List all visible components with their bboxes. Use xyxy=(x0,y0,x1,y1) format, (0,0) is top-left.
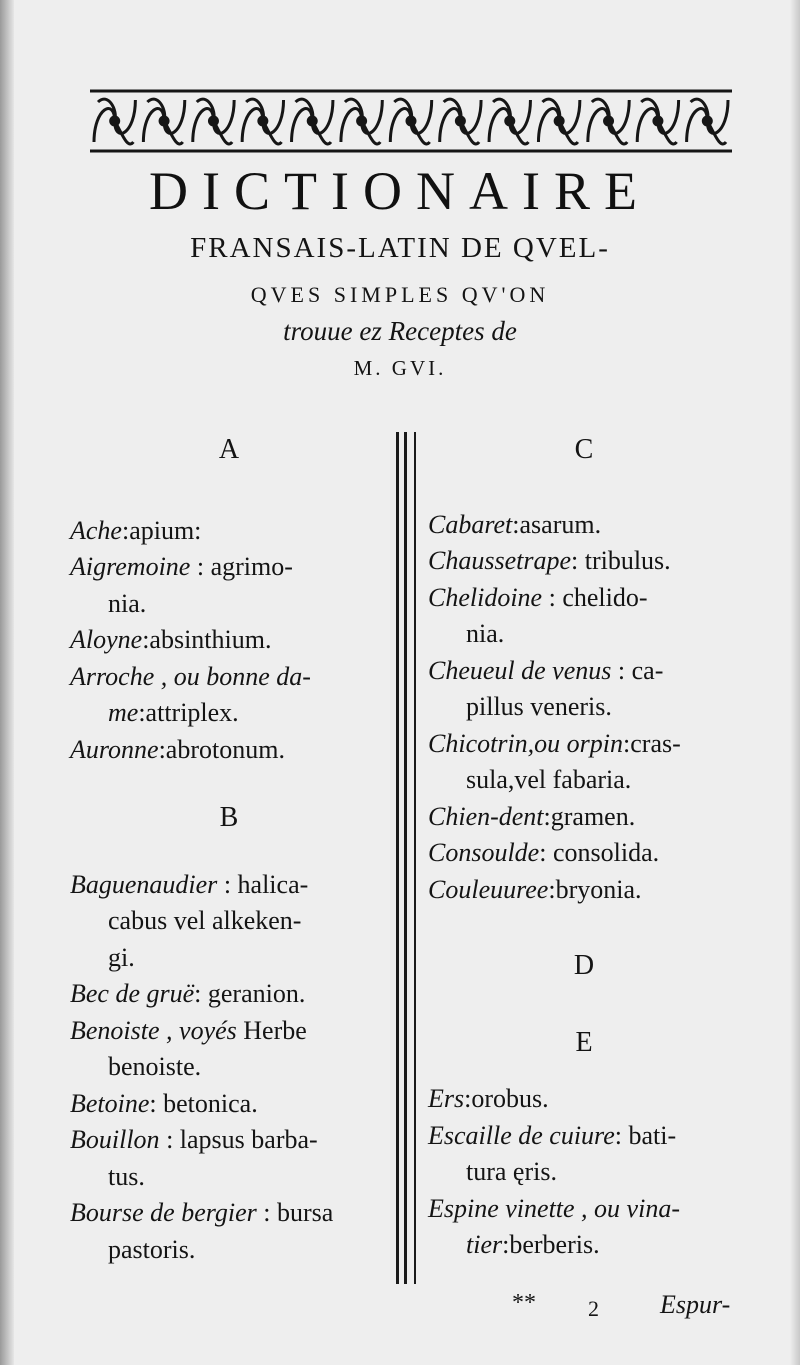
right-column xyxy=(428,428,740,1264)
dictionary-entry xyxy=(428,1118,740,1191)
page-edge xyxy=(790,0,800,1365)
entry-continuation: gi. xyxy=(108,942,135,972)
dictionary-entry xyxy=(428,799,740,836)
entry-continuation xyxy=(70,903,388,940)
entry-continuation-text: pillus veneris. xyxy=(466,692,612,721)
title-line-3: trouue ez Receptes de xyxy=(283,316,517,346)
ornament-dot xyxy=(111,117,119,125)
entry-continuation-text: cabus vel alkeken- xyxy=(108,906,302,935)
entry-latin: : ca- xyxy=(611,655,664,685)
entry-continuation xyxy=(70,1049,388,1086)
title-line-4: M. GVI. xyxy=(353,356,447,380)
entry-latin: : agrimo- xyxy=(190,552,293,581)
entry-headword: Chaussetrape xyxy=(428,546,571,575)
entry-continuation xyxy=(428,762,740,799)
dictionary-entry xyxy=(428,726,740,799)
ornament-dot xyxy=(308,117,316,125)
dictionary-entry xyxy=(428,872,740,909)
entry-continuation-text: tura ęris. xyxy=(466,1157,557,1186)
entry-latin: :apium: xyxy=(121,515,202,545)
entry-latin: :absinthium. xyxy=(142,625,272,654)
entry-headword: Betoine xyxy=(70,1088,150,1118)
entry-continuation-text: pastoris. xyxy=(108,1234,196,1264)
section-letter: B xyxy=(219,802,239,833)
section-letter: C xyxy=(574,434,594,465)
dictionary-entry xyxy=(70,1195,388,1268)
dictionary-entry xyxy=(428,1081,740,1118)
entry-headword: Escaille de cuiure xyxy=(428,1120,615,1150)
entry-latin: : halica- xyxy=(217,869,309,899)
entry-headword-cont: tier xyxy=(466,1230,503,1259)
column-rule xyxy=(414,432,416,1284)
dictionary-entry xyxy=(70,1122,388,1195)
ornament-dot xyxy=(703,117,711,125)
signature-mark: ** xyxy=(512,1290,536,1316)
ornament-dot xyxy=(407,117,415,125)
entry-headword: Consoulde xyxy=(428,838,540,867)
entry-latin: : chelido- xyxy=(542,582,648,612)
entry-continuation-text: :berberis. xyxy=(502,1230,600,1259)
dictionary-entry xyxy=(70,1013,388,1086)
dictionary-entry xyxy=(70,659,388,732)
page-number: 2 xyxy=(588,1296,599,1321)
entry-continuation xyxy=(70,1232,388,1269)
dictionary-entry xyxy=(70,867,388,977)
entry-headword: Chicotrin,ou orpin xyxy=(428,728,624,758)
entry-continuation xyxy=(428,1227,740,1264)
entry-latin: Herbe xyxy=(236,1015,307,1045)
entry-headword: Benoiste , voyés xyxy=(70,1015,237,1045)
entry-headword: Bourse de bergier xyxy=(70,1198,257,1227)
section-letter: D xyxy=(573,950,595,981)
dictionary-entry xyxy=(428,835,740,872)
ornament-dot xyxy=(259,117,267,125)
entry-latin: : lapsus barba- xyxy=(159,1125,318,1154)
entry-latin: :gramen. xyxy=(543,801,636,831)
title-line-1: FRANSAIS-LATIN DE QVEL- xyxy=(190,232,610,264)
spine-shadow xyxy=(0,0,14,1365)
ornament-dot xyxy=(456,117,464,125)
entry-headword: Cabaret xyxy=(428,509,513,539)
dictionary-entry xyxy=(428,653,740,726)
entry-continuation xyxy=(70,1159,388,1196)
entry-latin: : tribulus. xyxy=(571,546,671,575)
entry-headword: Cheueul de venus xyxy=(428,655,612,685)
dictionary-entry xyxy=(70,976,388,1013)
entry-headword: Baguenaudier xyxy=(70,869,218,899)
entry-latin: : geranion. xyxy=(194,979,306,1008)
entry-continuation-text: tus. xyxy=(108,1161,145,1191)
entry-latin: :asarum. xyxy=(512,509,602,539)
entry-latin: :abrotonum. xyxy=(158,734,285,764)
entry-continuation xyxy=(428,689,740,726)
entry-headword: Couleuuree xyxy=(428,874,549,904)
entry-continuation xyxy=(428,1154,740,1191)
entry-headword: Ache xyxy=(70,515,122,545)
entry-headword: Chelidoine xyxy=(428,582,543,612)
entry-latin: : betonica. xyxy=(149,1088,258,1118)
entry-continuation-text: sula,vel fabaria. xyxy=(466,765,632,794)
dictionary-entry xyxy=(428,580,740,653)
section-letter: A xyxy=(218,434,240,465)
left-column xyxy=(70,428,388,1268)
entry-latin: : bursa xyxy=(256,1198,334,1227)
ornament-dot xyxy=(555,117,563,125)
entry-continuation-text: benoiste. xyxy=(108,1052,202,1081)
dictionary-entry xyxy=(428,1191,740,1264)
entry-latin: :orobus. xyxy=(464,1084,549,1113)
entry-continuation xyxy=(70,695,388,732)
entry-latin: : consolida. xyxy=(539,838,660,867)
entry-continuation-text: :attriplex. xyxy=(138,698,239,727)
catchword: Espur- xyxy=(660,1290,731,1319)
entry-latin: :cras- xyxy=(623,728,681,758)
entry-continuation-text: nia. xyxy=(466,619,505,648)
ornament-dot xyxy=(160,117,168,125)
dictionary-entry xyxy=(70,622,388,659)
entry-headword: Arroche , ou bonne da- xyxy=(70,661,311,691)
entry-headword-cont: me xyxy=(108,698,139,727)
entry-continuation xyxy=(70,586,388,623)
entry-continuation xyxy=(428,616,740,653)
ornament-dot xyxy=(605,117,613,125)
column-rule xyxy=(404,432,407,1284)
dictionary-entry xyxy=(428,507,740,544)
dictionary-entry xyxy=(70,549,388,622)
entry-latin: : bati- xyxy=(614,1120,677,1150)
dictionary-entry xyxy=(428,543,740,580)
ornament-dot xyxy=(506,117,514,125)
ornamental-headband xyxy=(90,88,732,154)
entry-headword: Bec de gruë xyxy=(70,979,195,1008)
dictionary-entry xyxy=(70,513,388,550)
entry-headword: Chien-dent xyxy=(428,801,544,831)
ornament-graphic xyxy=(90,88,732,154)
page-title: DICTIONAIRE xyxy=(149,161,651,221)
dictionary-entry xyxy=(70,1086,388,1123)
title-line-2: QVES SIMPLES QV'ON xyxy=(250,282,550,307)
entry-latin: :bryonia. xyxy=(548,874,642,904)
ornament-dot xyxy=(209,117,217,125)
entry-headword: Aloyne xyxy=(70,625,143,654)
entry-continuation-text: nia. xyxy=(108,588,147,618)
column-rule xyxy=(396,432,399,1284)
entry-headword: Auronne xyxy=(70,734,159,764)
section-letter: E xyxy=(575,1026,593,1058)
entry-headword: Ers xyxy=(428,1084,465,1113)
entry-headword: Bouillon xyxy=(70,1125,160,1154)
ornament-dot xyxy=(654,117,662,125)
entry-headword: Aigremoine xyxy=(70,552,191,581)
entry-headword: Espine vinette , ou vina- xyxy=(428,1193,680,1223)
dictionary-entry xyxy=(70,732,388,769)
ornament-dot xyxy=(358,117,366,125)
